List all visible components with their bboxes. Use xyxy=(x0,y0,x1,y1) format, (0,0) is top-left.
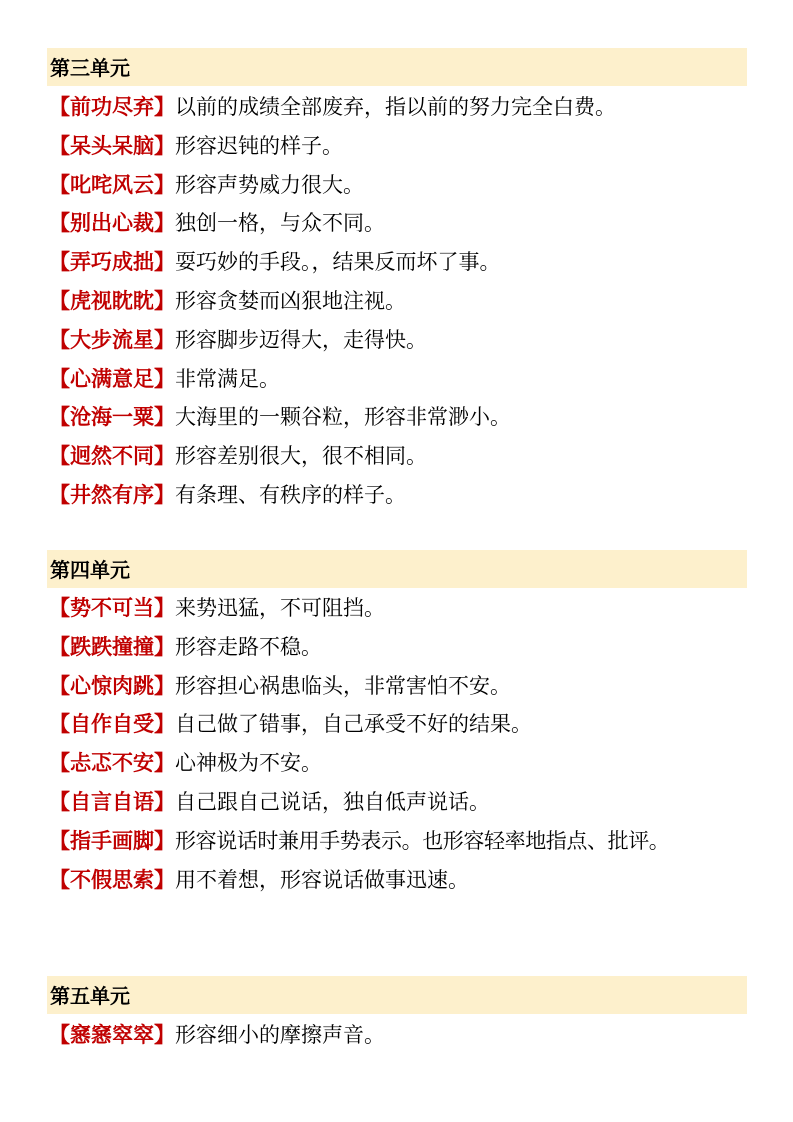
idiom-entry xyxy=(47,861,747,900)
entry-list xyxy=(47,88,747,515)
idiom-entry xyxy=(47,1016,747,1055)
idiom-term: 【大步流星】 xyxy=(49,327,175,352)
idiom-entry xyxy=(47,628,747,667)
idiom-entry xyxy=(47,437,747,476)
unit-title: 第五单元 xyxy=(47,976,747,1014)
idiom-meaning: 形容声势威力很大。 xyxy=(175,172,364,197)
idiom-entry xyxy=(47,321,747,360)
idiom-term: 【前功尽弃】 xyxy=(49,95,175,119)
idiom-entry xyxy=(47,783,747,822)
idiom-term: 【窸窸窣窣】 xyxy=(49,1023,175,1047)
idiom-term: 【指手画脚】 xyxy=(49,828,175,853)
idiom-meaning: 以前的成绩全部废弃，指以前的努力完全白费。 xyxy=(175,95,616,119)
idiom-meaning: 形容脚步迈得大，走得快。 xyxy=(175,327,427,352)
idiom-entry xyxy=(47,243,747,282)
idiom-meaning: 形容迟钝的样子。 xyxy=(175,133,343,158)
idiom-entry xyxy=(47,166,747,205)
idiom-meaning: 来势迅猛，不可阻挡。 xyxy=(175,596,385,620)
entry-list xyxy=(47,1016,747,1055)
idiom-meaning: 有条理、有秩序的样子。 xyxy=(175,482,406,507)
idiom-meaning: 形容贪婪而凶狠地注视。 xyxy=(175,288,406,313)
idiom-entry xyxy=(47,822,747,861)
idiom-meaning: 非常满足。 xyxy=(175,366,280,391)
unit-title: 第三单元 xyxy=(47,48,747,86)
idiom-term: 【跌跌撞撞】 xyxy=(49,634,175,659)
idiom-meaning: 心神极为不安。 xyxy=(175,751,322,776)
idiom-entry xyxy=(47,705,747,744)
idiom-term: 【叱咤风云】 xyxy=(49,172,175,197)
idiom-meaning: 自己做了错事，自己承受不好的结果。 xyxy=(175,712,532,737)
idiom-meaning: 形容担心祸患临头，非常害怕不安。 xyxy=(175,673,511,698)
idiom-meaning: 耍巧妙的手段。，结果反而坏了事。 xyxy=(175,250,501,275)
idiom-term: 【心惊肉跳】 xyxy=(49,673,175,698)
idiom-meaning: 形容说话时兼用手势表示。也形容轻率地指点、批评。 xyxy=(175,828,670,853)
idiom-term: 【别出心裁】 xyxy=(49,211,175,236)
idiom-term: 【沧海一粟】 xyxy=(49,405,175,430)
idiom-meaning: 形容走路不稳。 xyxy=(175,634,322,659)
idiom-term: 【自作自受】 xyxy=(49,712,175,737)
unit-title: 第四单元 xyxy=(47,550,747,588)
unit-section xyxy=(47,48,747,515)
idiom-meaning: 大海里的一颗谷粒，形容非常渺小。 xyxy=(175,405,511,430)
idiom-entry xyxy=(47,282,747,321)
idiom-entry xyxy=(47,204,747,243)
idiom-entry xyxy=(47,744,747,783)
entry-list xyxy=(47,589,747,899)
unit-section xyxy=(47,976,747,1055)
idiom-term: 【不假思索】 xyxy=(49,867,175,892)
idiom-meaning: 独创一格，与众不同。 xyxy=(175,211,385,236)
idiom-meaning: 形容细小的摩擦声音。 xyxy=(175,1023,385,1047)
idiom-term: 【弄巧成拙】 xyxy=(49,250,175,275)
idiom-term: 【井然有序】 xyxy=(49,482,175,507)
idiom-meaning: 用不着想，形容说话做事迅速。 xyxy=(175,867,469,892)
idiom-term: 【心满意足】 xyxy=(49,366,175,391)
idiom-meaning: 形容差别很大，很不相同。 xyxy=(175,444,427,469)
idiom-term: 【忐忑不安】 xyxy=(49,751,175,776)
idiom-term: 【势不可当】 xyxy=(49,596,175,620)
idiom-term: 【虎视眈眈】 xyxy=(49,288,175,313)
idiom-term: 【呆头呆脑】 xyxy=(49,133,175,158)
idiom-entry xyxy=(47,360,747,399)
idiom-entry xyxy=(47,127,747,166)
idiom-meaning: 自己跟自己说话，独自低声说话。 xyxy=(175,789,490,814)
idiom-entry xyxy=(47,667,747,706)
idiom-entry xyxy=(47,88,747,127)
idiom-entry xyxy=(47,589,747,628)
idiom-entry xyxy=(47,398,747,437)
idiom-entry xyxy=(47,476,747,515)
idiom-term: 【自言自语】 xyxy=(49,789,175,814)
unit-section xyxy=(47,550,747,899)
idiom-term: 【迥然不同】 xyxy=(49,444,175,469)
